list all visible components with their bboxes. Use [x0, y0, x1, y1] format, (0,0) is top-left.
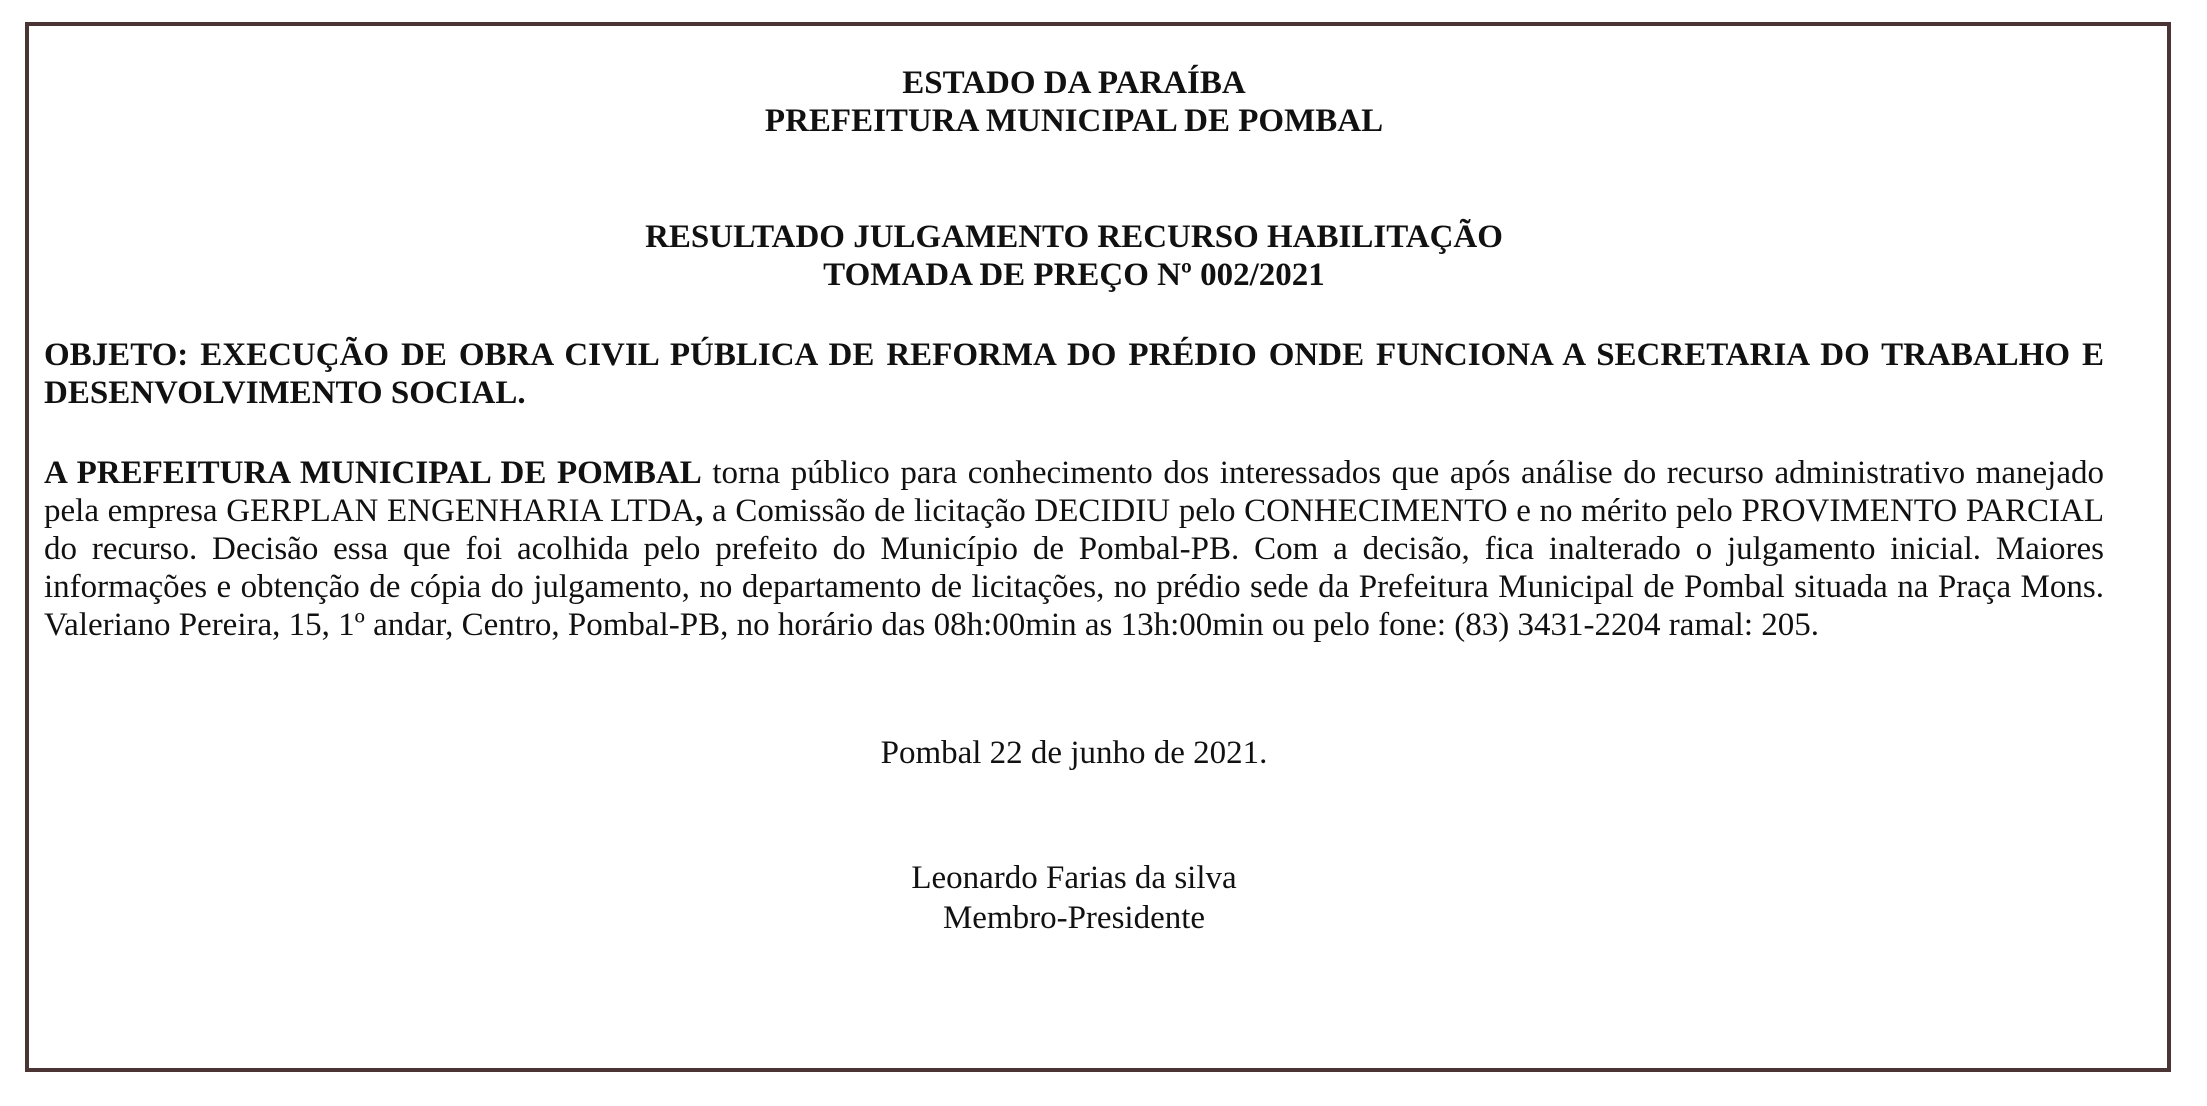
document-date: Pombal 22 de junho de 2021.	[880, 735, 1268, 771]
document-content	[44, 40, 2104, 938]
body-comma: ,	[695, 493, 704, 529]
body-lead: A PREFEITURA MUNICIPAL DE POMBAL	[44, 455, 702, 491]
body-text-part-1: torna público para conhecimento dos interessados que após análise do recurso administrativo manejado pela empresa GERPLAN ENGENHARIA LTDA	[44, 455, 2104, 529]
header-state: ESTADO DA PARAÍBA	[902, 65, 1246, 101]
title-line-1: RESULTADO JULGAMENTO RECURSO HABILITAÇÃO	[645, 219, 1503, 255]
signature-name: Leonardo Farias da silva	[911, 860, 1237, 896]
signature-block	[44, 858, 2104, 938]
body-paragraph	[44, 454, 2104, 644]
document-header	[44, 64, 2104, 140]
body-text-part-2: a Comissão de licitação DECIDIU pelo CONHECIMENTO e no mérito pelo PROVIMENTO PARCIAL do recurso. Decisão essa que foi acolhida pelo prefeito do Município de Pombal-PB. Com a decisão, fica inalterado o julgamento inicial. Maiores informações e obtenção de cópia do julgamento, no departamento de licitações, no prédio sede da Prefeitura Municipal de Pombal situada na Praça Mons. Valeriano Pereira, 15, 1º andar, Centro, Pombal-PB, no horário das 08h:00min as 13h:00min ou pelo fone: (83) 3431-2204 ramal: 205.	[44, 493, 2104, 643]
title-line-2: TOMADA DE PREÇO Nº 002/2021	[823, 257, 1325, 293]
signature-role: Membro-Presidente	[942, 900, 1206, 936]
document-title	[44, 218, 2104, 294]
objeto-paragraph: OBJETO: EXECUÇÃO DE OBRA CIVIL PÚBLICA DE REFORMA DO PRÉDIO ONDE FUNCIONA A SECRETARIA DO TRABALHO E DESENVOLVIMENTO SOCIAL.	[44, 337, 2104, 411]
header-municipality: PREFEITURA MUNICIPAL DE POMBAL	[764, 103, 1384, 139]
